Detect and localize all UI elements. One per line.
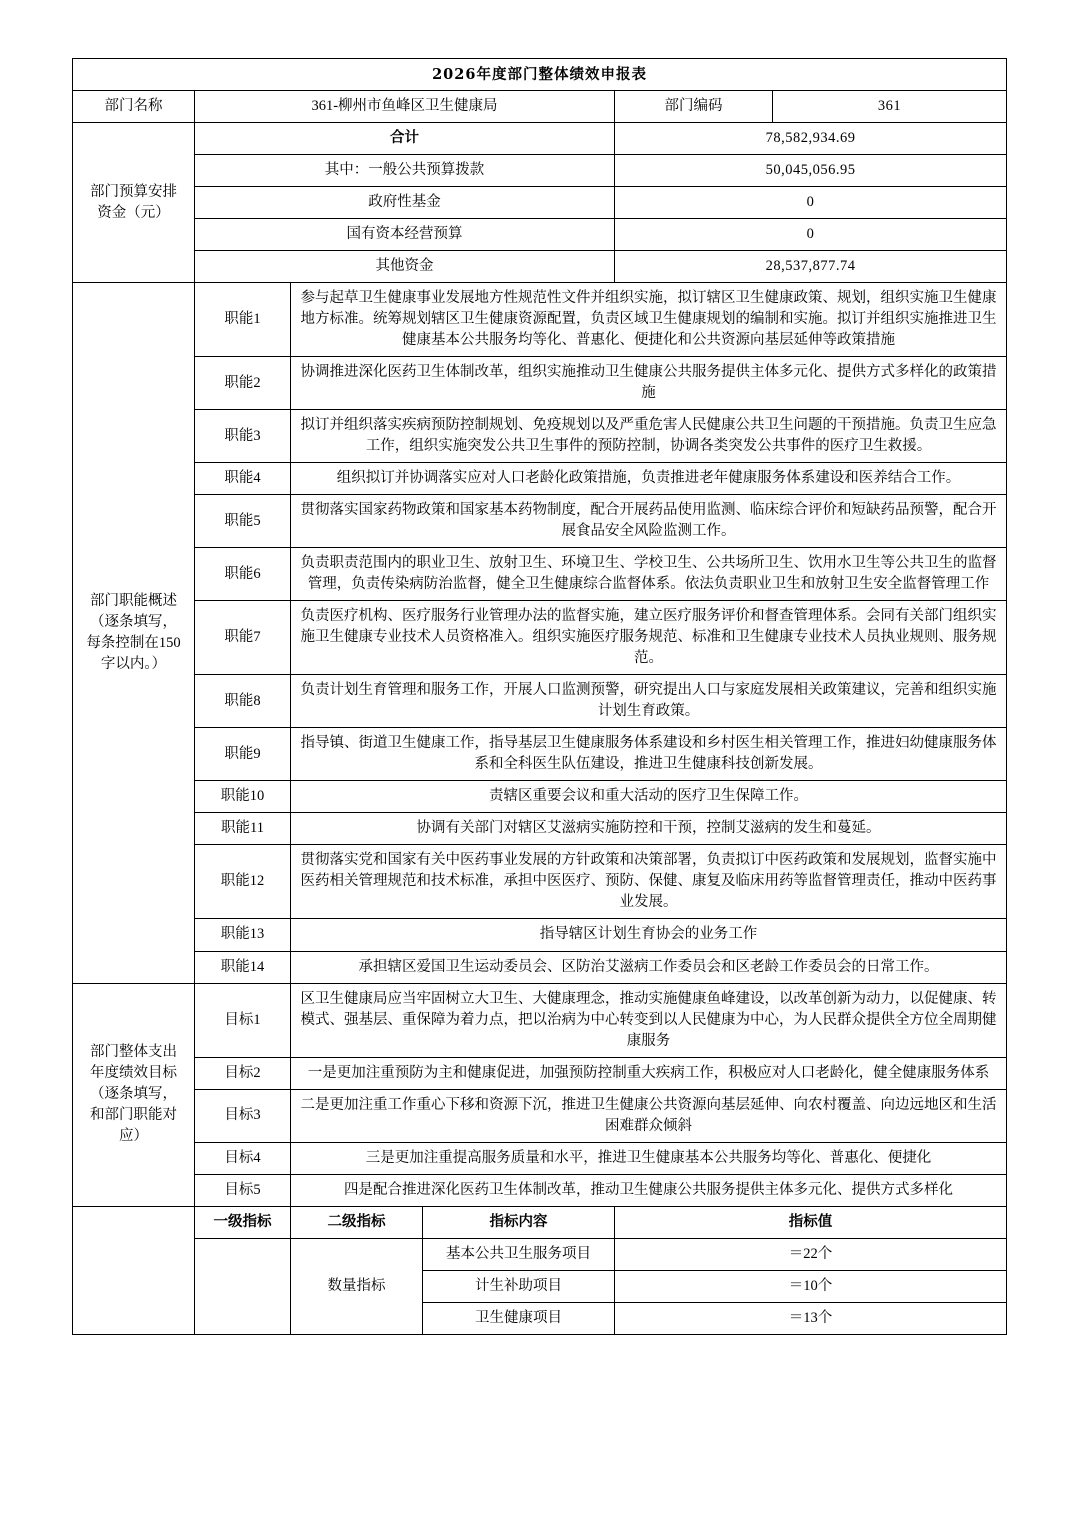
budget-row-other	[73, 251, 1007, 283]
goals-label-line: （逐条填写，	[90, 1086, 177, 1103]
goal-row	[73, 983, 1007, 1057]
indicator-value: ＝10个	[615, 1270, 1007, 1302]
function-row	[73, 283, 1007, 357]
function-text: 协调推进深化医药卫生体制改革，组织实施推动卫生健康公共服务提供主体多元化、提供方式多样化的政策措施	[291, 357, 1007, 410]
function-text: 拟订并组织落实疾病预防控制规划、免疫规划以及严重危害人民健康公共卫生问题的干预措施。负责卫生应急工作，组织实施突发公共卫生事件的预防控制，协调各类突发公共事件的医疗卫生救援。	[291, 410, 1007, 463]
goal-key: 目标1	[195, 983, 291, 1057]
dept-name-value: 361-柳州市鱼峰区卫生健康局	[195, 91, 615, 123]
function-row	[73, 357, 1007, 410]
function-row	[73, 463, 1007, 495]
indicator-level2-value: 数量指标	[291, 1238, 423, 1334]
function-text: 协调有关部门对辖区艾滋病实施防控和干预，控制艾滋病的发生和蔓延。	[291, 813, 1007, 845]
budget-item-value: 0	[615, 219, 1007, 251]
function-row	[73, 845, 1007, 919]
indicator-header-level2: 二级指标	[291, 1206, 423, 1238]
goals-label	[73, 983, 195, 1206]
budget-row-govfund	[73, 187, 1007, 219]
function-key: 职能10	[195, 781, 291, 813]
functions-label-line: 部门职能概述	[90, 592, 177, 609]
budget-label-line2: 资金（元）	[97, 204, 170, 221]
function-row	[73, 781, 1007, 813]
budget-row-total	[73, 123, 1007, 155]
goal-key: 目标2	[195, 1057, 291, 1089]
function-key: 职能4	[195, 463, 291, 495]
goal-text: 二是更加注重工作重心下移和资源下沉，推进卫生健康公共资源向基层延伸、向农村覆盖、向边远地区和生活困难群众倾斜	[291, 1089, 1007, 1142]
function-key: 职能3	[195, 410, 291, 463]
budget-label	[73, 123, 195, 283]
function-text: 负责职责范围内的职业卫生、放射卫生、环境卫生、学校卫生、公共场所卫生、饮用水卫生等公共卫生的监督管理，负责传染病防治监督，健全卫生健康综合监督体系。依法负责职业卫生和放射卫生安全监督管理工作	[291, 548, 1007, 601]
performance-declaration-table	[72, 58, 1007, 1335]
function-text: 贯彻落实国家药物政策和国家基本药物制度，配合开展药品使用监测、临床综合评价和短缺药品预警，配合开展食品安全风险监测工作。	[291, 495, 1007, 548]
function-text: 负责医疗机构、医疗服务行业管理办法的监督实施，建立医疗服务评价和督查管理体系。会同有关部门组织实施卫生健康专业技术人员资格准入。组织实施医疗服务规范、标准和卫生健康专业技术人员执业规则、服务规范。	[291, 601, 1007, 675]
dept-info-row	[73, 91, 1007, 123]
functions-label-line: 每条控制在150	[86, 634, 181, 651]
indicator-value: ＝13个	[615, 1302, 1007, 1334]
title-row	[73, 59, 1007, 91]
function-row	[73, 410, 1007, 463]
budget-item-name: 国有资本经营预算	[195, 219, 615, 251]
indicator-header-content: 指标内容	[423, 1206, 615, 1238]
function-key: 职能9	[195, 728, 291, 781]
function-key: 职能2	[195, 357, 291, 410]
goal-text: 三是更加注重提高服务质量和水平，推进卫生健康基本公共服务均等化、普惠化、便捷化	[291, 1142, 1007, 1174]
dept-name-label: 部门名称	[73, 91, 195, 123]
function-row	[73, 495, 1007, 548]
function-key: 职能1	[195, 283, 291, 357]
budget-item-value: 50,045,056.95	[615, 155, 1007, 187]
budget-item-name: 其他资金	[195, 251, 615, 283]
indicator-value: ＝22个	[615, 1238, 1007, 1270]
function-key: 职能11	[195, 813, 291, 845]
indicator-content: 基本公共卫生服务项目	[423, 1238, 615, 1270]
function-key: 职能6	[195, 548, 291, 601]
table-row	[73, 1238, 1007, 1270]
function-key: 职能7	[195, 601, 291, 675]
goal-text: 一是更加注重预防为主和健康促进，加强预防控制重大疾病工作，积极应对人口老龄化，健全健康服务体系	[291, 1057, 1007, 1089]
function-text: 指导辖区计划生育协会的业务工作	[291, 919, 1007, 951]
indicator-content: 计生补助项目	[423, 1270, 615, 1302]
goal-text: 区卫生健康局应当牢固树立大卫生、大健康理念，推动实施健康鱼峰建设，以改革创新为动力，以促健康、转模式、强基层、重保障为着力点，把以治病为中心转变到以人民健康为中心，为人民群众提供全方位全周期健康服务	[291, 983, 1007, 1057]
function-key: 职能12	[195, 845, 291, 919]
function-key: 职能5	[195, 495, 291, 548]
budget-item-value: 28,537,877.74	[615, 251, 1007, 283]
indicator-section-label	[73, 1206, 195, 1334]
function-row	[73, 951, 1007, 983]
functions-label	[73, 283, 195, 983]
function-text: 参与起草卫生健康事业发展地方性规范性文件并组织实施，拟订辖区卫生健康政策、规划，组织实施卫生健康地方标准。统筹规划辖区卫生健康资源配置，负责区域卫生健康规划的编制和实施。拟订并组织实施推进卫生健康基本公共服务均等化、普惠化、便捷化和公共资源向基层延伸等政策措施	[291, 283, 1007, 357]
functions-label-line: 字以内。）	[100, 655, 167, 672]
page-title: 2026年度部门整体绩效申报表	[73, 59, 1007, 91]
indicator-header-row	[73, 1206, 1007, 1238]
function-text: 组织拟订并协调落实应对人口老龄化政策措施，负责推进老年健康服务体系建设和医养结合工作。	[291, 463, 1007, 495]
function-text: 负责计划生育管理和服务工作，开展人口监测预警，研究提出人口与家庭发展相关政策建议，完善和组织实施计划生育政策。	[291, 675, 1007, 728]
budget-item-value: 78,582,934.69	[615, 123, 1007, 155]
goals-label-line: 应）	[119, 1128, 148, 1145]
function-text: 指导镇、街道卫生健康工作，指导基层卫生健康服务体系建设和乡村医生相关管理工作，推进妇幼健康服务体系和全科医生队伍建设，推进卫生健康科技创新发展。	[291, 728, 1007, 781]
indicator-header-level1: 一级指标	[195, 1206, 291, 1238]
function-row	[73, 675, 1007, 728]
function-row	[73, 813, 1007, 845]
goal-key: 目标4	[195, 1142, 291, 1174]
function-row	[73, 601, 1007, 675]
function-row	[73, 919, 1007, 951]
budget-row-stateasset	[73, 219, 1007, 251]
dept-code-label: 部门编码	[615, 91, 773, 123]
budget-item-name: 其中：一般公共预算拨款	[195, 155, 615, 187]
function-key: 职能14	[195, 951, 291, 983]
goals-label-line: 年度绩效目标	[90, 1065, 177, 1082]
budget-row-general	[73, 155, 1007, 187]
goals-label-line: 和部门职能对	[90, 1107, 177, 1124]
goal-key: 目标5	[195, 1174, 291, 1206]
function-key: 职能13	[195, 919, 291, 951]
function-text: 承担辖区爱国卫生运动委员会、区防治艾滋病工作委员会和区老龄工作委员会的日常工作。	[291, 951, 1007, 983]
goal-row	[73, 1142, 1007, 1174]
budget-item-name: 政府性基金	[195, 187, 615, 219]
function-text: 贯彻落实党和国家有关中医药事业发展的方针政策和决策部署，负责拟订中医药政策和发展规划，监督实施中医药相关管理规范和技术标准，承担中医医疗、预防、保健、康复及临床用药等监督管理责任，推动中医药事业发展。	[291, 845, 1007, 919]
goals-label-line: 部门整体支出	[90, 1044, 177, 1061]
function-text: 责辖区重要会议和重大活动的医疗卫生保障工作。	[291, 781, 1007, 813]
function-row	[73, 728, 1007, 781]
functions-label-line: （逐条填写，	[90, 613, 177, 630]
function-row	[73, 548, 1007, 601]
dept-code-value: 361	[773, 91, 1007, 123]
indicator-content: 卫生健康项目	[423, 1302, 615, 1334]
indicator-level1-value	[195, 1238, 291, 1334]
budget-label-line1: 部门预算安排	[90, 183, 177, 200]
goal-key: 目标3	[195, 1089, 291, 1142]
indicator-header-value: 指标值	[615, 1206, 1007, 1238]
budget-item-name: 合计	[195, 123, 615, 155]
goal-row	[73, 1174, 1007, 1206]
function-key: 职能8	[195, 675, 291, 728]
goal-row	[73, 1089, 1007, 1142]
goal-row	[73, 1057, 1007, 1089]
budget-item-value: 0	[615, 187, 1007, 219]
goal-text: 四是配合推进深化医药卫生体制改革，推动卫生健康公共服务提供主体多元化、提供方式多样化	[291, 1174, 1007, 1206]
